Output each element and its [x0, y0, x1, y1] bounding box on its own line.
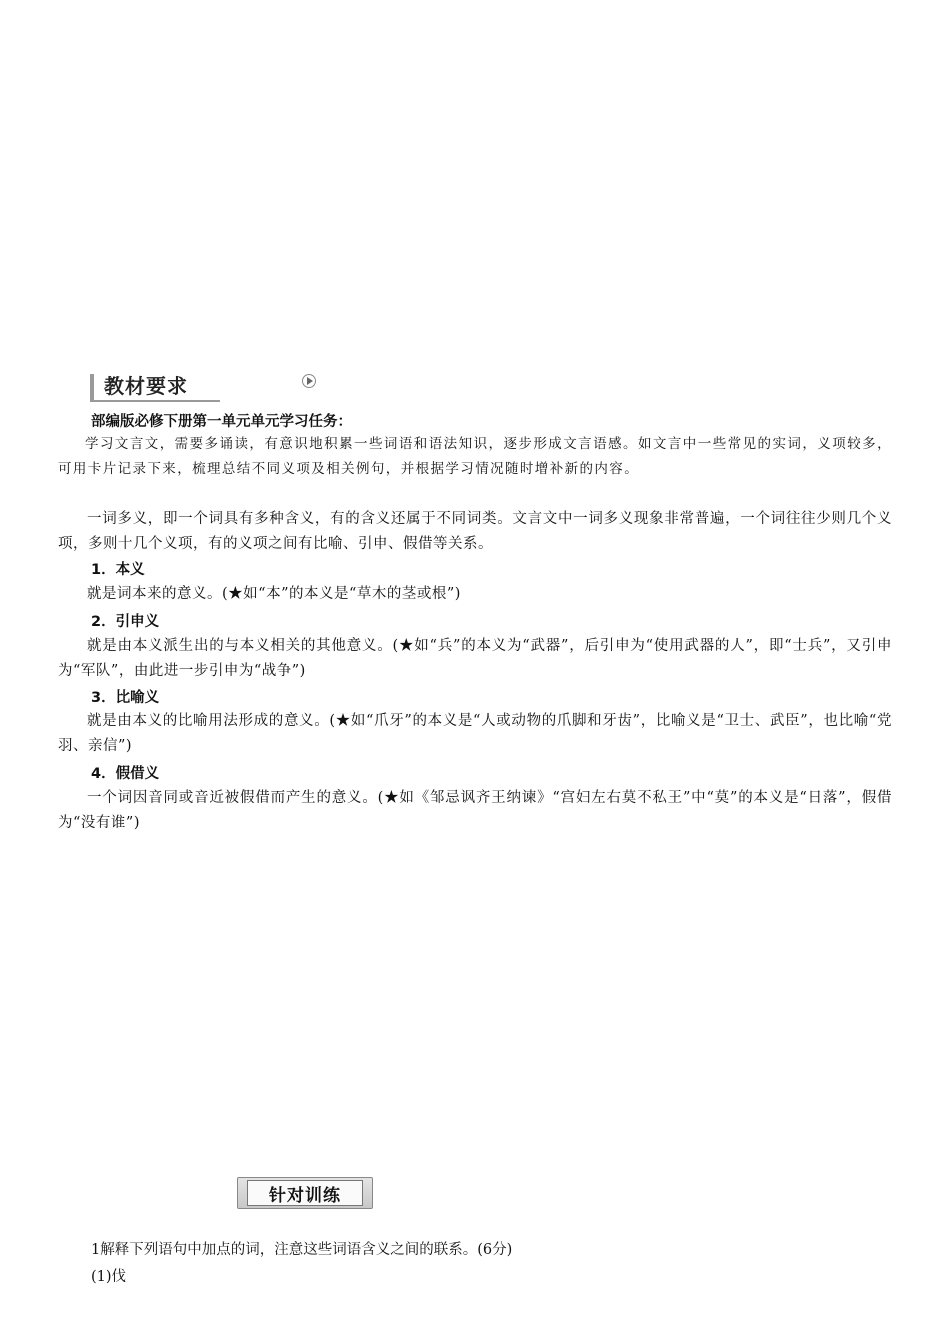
header-bar — [90, 374, 94, 402]
item-heading-benyi: 1．本义 — [91, 562, 145, 578]
training-title: 针对训练 — [269, 1186, 341, 1206]
section-header-textbook-requirements — [90, 368, 230, 402]
task-title: 部编版必修下册第一单元单元学习任务： — [91, 414, 352, 430]
intro-paragraph: 一词多义，即一个词具有多种含义，有的含义还属于不同词类。文言文中一词多义现象非常普遍，一个词往往少则几个义项，多则十几个义项，有的义项之间有比喻、引申、假借等关系。 — [58, 511, 892, 552]
item-text-biyuyi: 就是由本义的比喻用法形成的意义。(★如“爪牙”的本义是“人或动物的爪脚和牙齿”，比喻义是“卫士、武臣”，也比喻“党羽、亲信”) — [58, 713, 892, 754]
item-heading-yinshenyi: 2．引申义 — [91, 614, 160, 630]
item-text-yinshenyi: 就是由本义派生出的与本义相关的其他意义。(★如“兵”的本义为“武器”，后引申为“使用武器的人”，即“士兵”，又引申为“军队”，由此进一步引申为“战争”) — [58, 638, 892, 679]
item-heading-jiajieyi: 4．假借义 — [91, 766, 160, 782]
item-text-jiajieyi: 一个词因音同或音近被假借而产生的意义。(★如《邹忌讽齐王纳谏》“宫妇左右莫不私王”中“莫”的本义是“日落”，假借为“没有谁”) — [58, 790, 892, 831]
question-1: 1解释下列语句中加点的词，注意这些词语含义之间的联系。(6分) — [91, 1242, 513, 1258]
item-text-benyi: 就是词本来的意义。(★如“本”的本义是“草木的茎或根”) — [87, 586, 461, 602]
training-header — [237, 1177, 373, 1209]
item-heading-biyuyi: 3．比喻义 — [91, 690, 160, 706]
task-text: 学习文言文，需要多诵读，有意识地积累一些词语和语法知识，逐步形成文言语感。如文言中一些常见的实词，义项较多，可用卡片记录下来，梳理总结不同义项及相关例句，并根据学习情况随时增补新的内容。 — [58, 436, 892, 477]
play-circle-icon — [302, 374, 316, 388]
question-1-sub-1: (1)伐 — [91, 1269, 127, 1285]
section-title: 教材要求 — [104, 374, 188, 398]
header-underline — [90, 400, 220, 402]
